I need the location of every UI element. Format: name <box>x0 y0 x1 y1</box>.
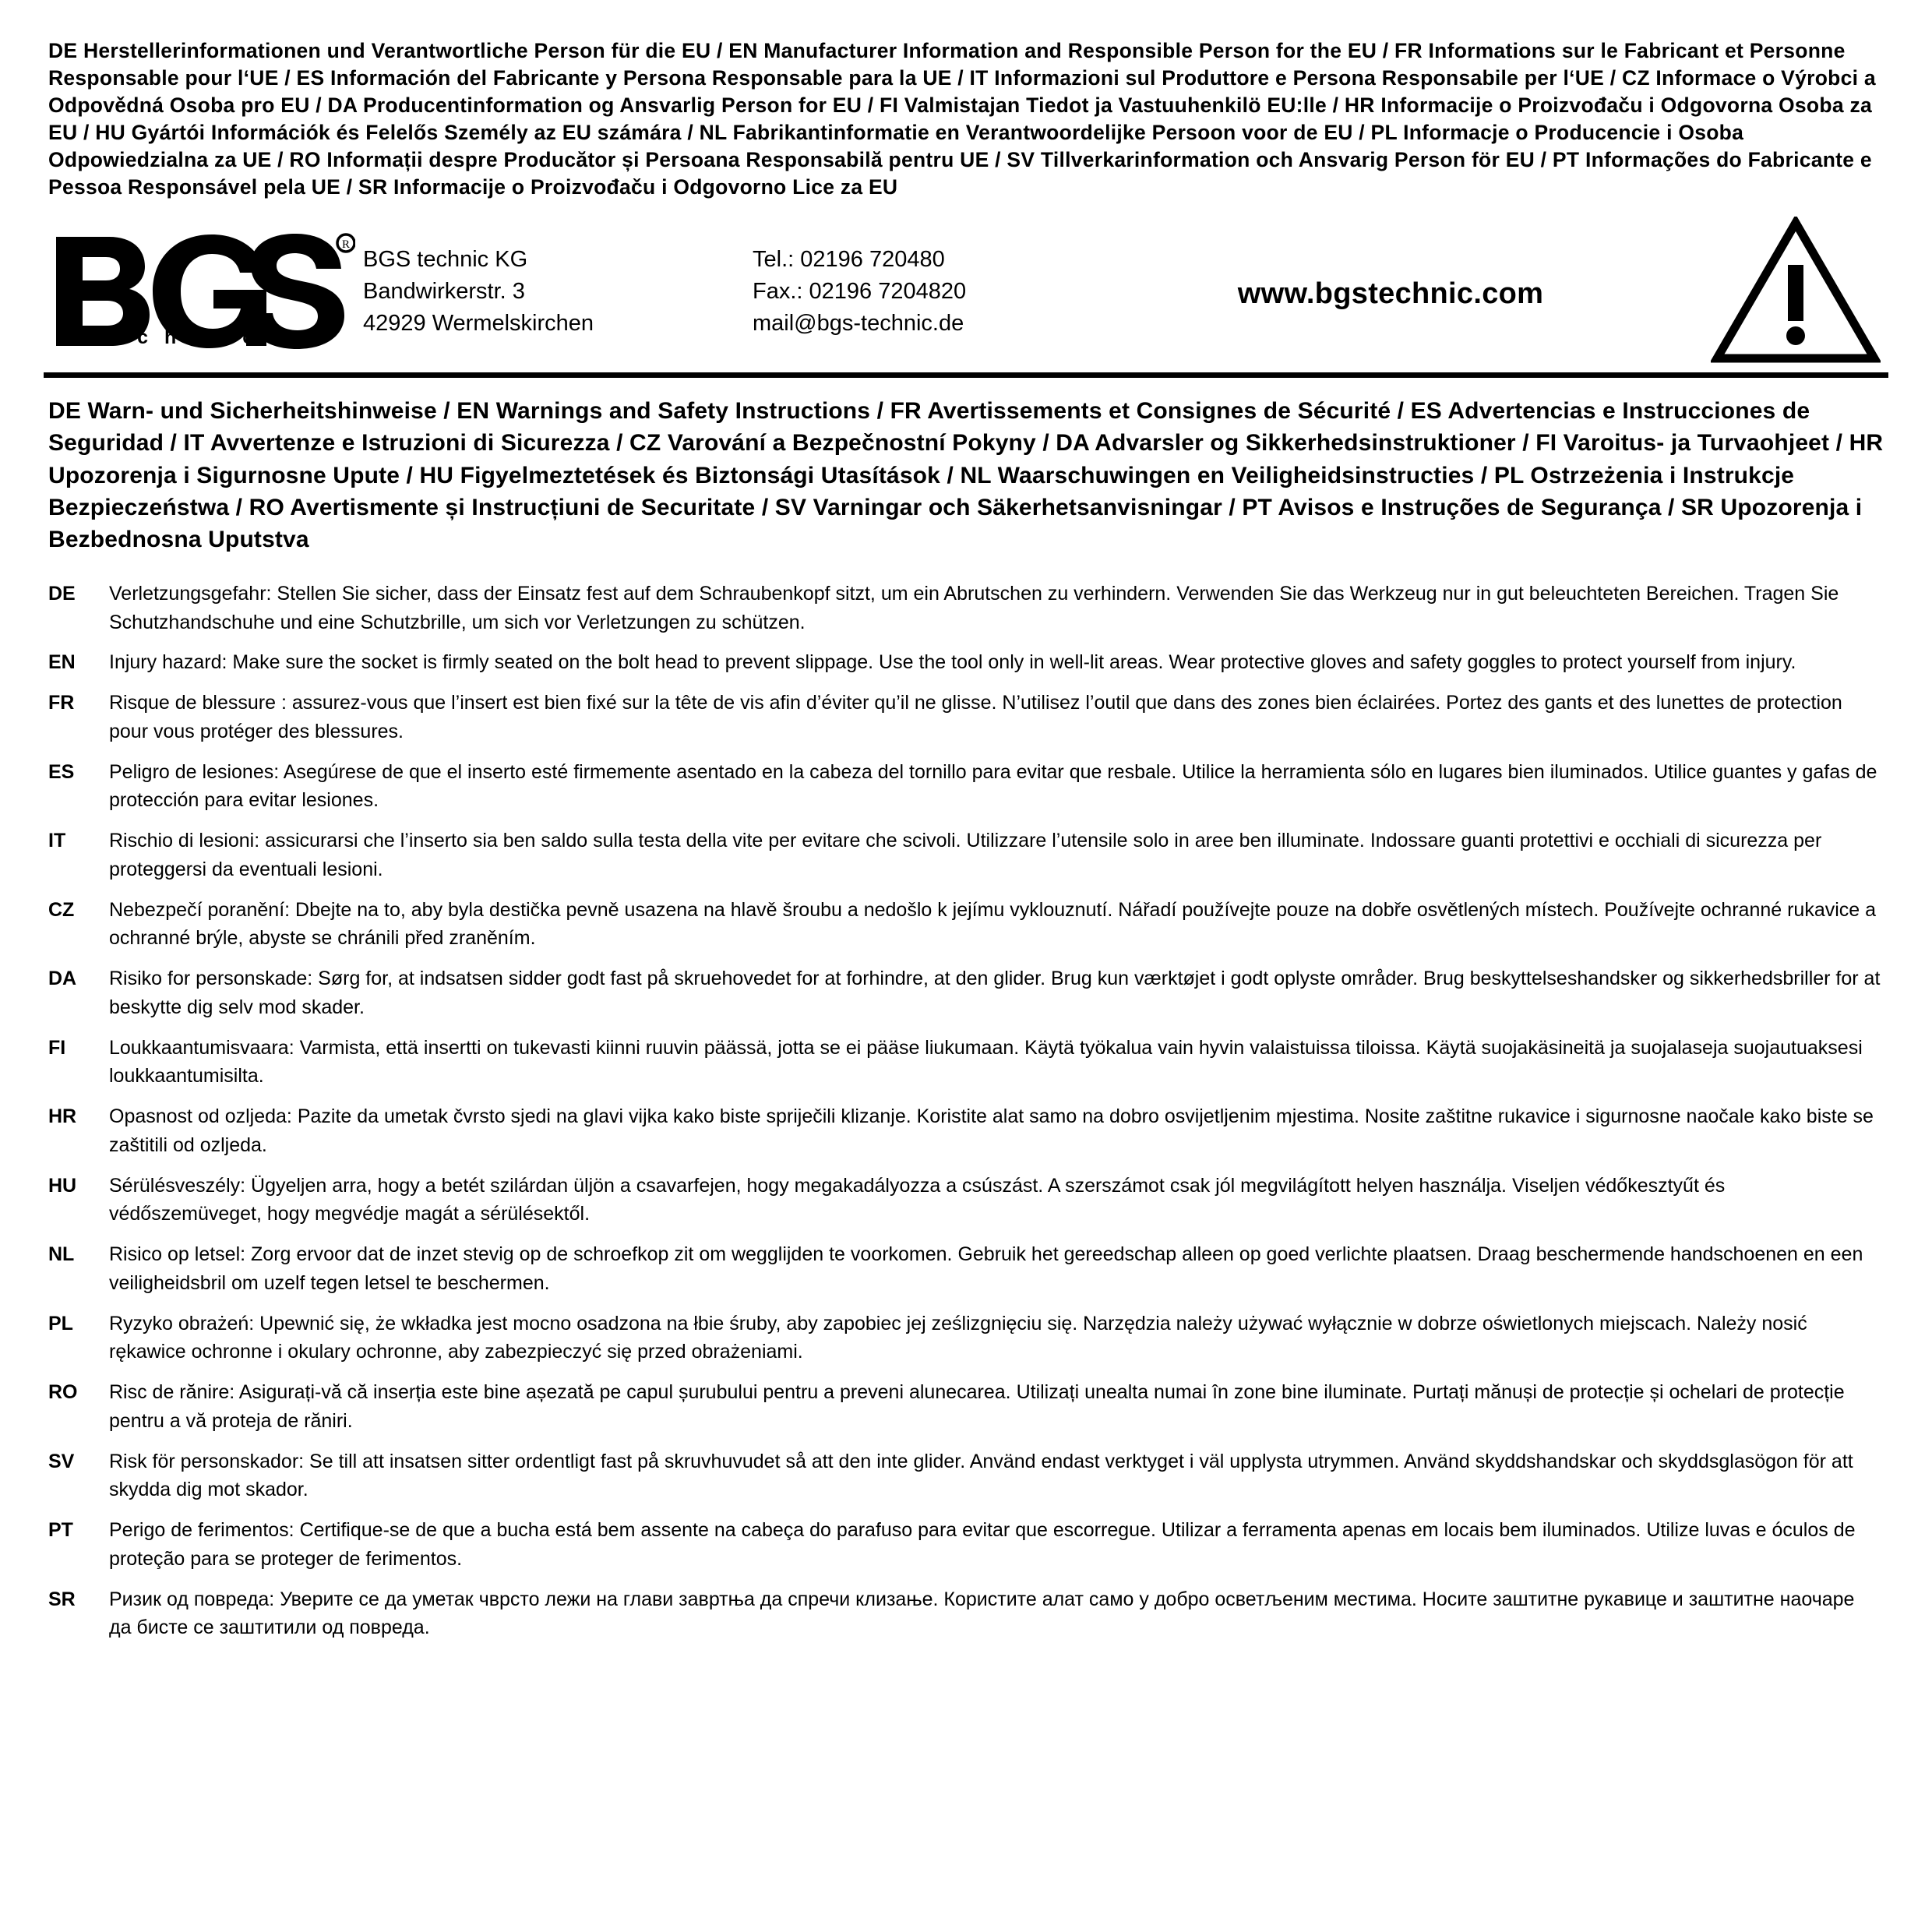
company-tel: Tel.: 02196 720480 <box>753 247 945 273</box>
instruction-text: Risico op letsel: Zorg ervoor dat de inzet stevig op de schroefkop zit om wegglijden te voorkomen. Gebruik het gereedschap alleen op goed verlichte plaatsen. Draag beschermende handschoenen en een veiligheidsbril om uzelf tegen letsel te beschermen. <box>109 1243 1863 1294</box>
instruction-row-da <box>48 964 1884 1022</box>
instruction-text: Verletzungsgefahr: Stellen Sie sicher, dass der Einsatz fest auf dem Schraubenkopf sitzt, um ein Abrutschen zu verhindern. Verwenden Sie das Werkzeug nur in gut beleuchteten Bereichen. Tragen Sie Schutzhandschuhe und eine Schutzbrille, um sich vor Verletzungen zu schützen. <box>109 582 1839 633</box>
instruction-row-fr <box>48 689 1884 746</box>
language-code: CZ <box>48 898 75 921</box>
instruction-text: Risiko for personskade: Sørg for, at indsatsen sidder godt fast på skruehovedet for at forhindre, at den glider. Brug kun værktøjet i godt oplyste områder. Brug beskyttelseshandsker og sikkerhedsbriller for at beskytte dig selv mod skader. <box>109 968 1881 1018</box>
language-code: RO <box>48 1381 78 1404</box>
instruction-row-hr <box>48 1102 1884 1160</box>
language-code: PT <box>48 1519 73 1542</box>
company-email: mail@bgs-technic.de <box>753 311 964 337</box>
svg-text:t e c h n i c: t e c h n i c <box>87 326 259 348</box>
instruction-row-hu <box>48 1172 1884 1229</box>
language-code: SR <box>48 1588 76 1610</box>
language-code: NL <box>48 1243 75 1266</box>
instruction-text: Rischio di lesioni: assicurarsi che l’inserto sia ben saldo sulla testa della vite per evitare che scivoli. Utilizzare l’utensile solo in aree ben illuminate. Indossare guanti protettivi e occhiali di sicurezza per proteggersi da eventuali lesioni. <box>109 830 1822 880</box>
language-code: ES <box>48 760 75 783</box>
warning-triangle-icon <box>1694 217 1884 365</box>
company-info-band <box>44 206 1888 378</box>
instruction-text: Injury hazard: Make sure the socket is firmly seated on the bolt head to prevent slippage. Use the tool only in well-lit areas. Wear protective gloves and safety goggles to protect yourself from injury. <box>109 651 1796 674</box>
language-code: DA <box>48 968 77 990</box>
manufacturer-info-heading: DE Herstellerinformationen und Verantwortliche Person für die EU / EN Manufacturer Information and Responsible Person for the EU / FR Informations sur le Fabricant et Personne Responsable pour l‘UE / ES Información del Fabricante y Persona Responsable para la UE / IT Informazioni sul Produttore e Persona Responsabile per l‘UE / CZ Informace o Výrobci a Odpovědná Osoba pro EU / DA Producentinformation og Ansvarlig Person for EU / FI Valmistajan Tiedot ja Vastuuhenkilö EU:lle / HR Informacije o Proizvođaču i Odgovorna Osoba za EU / HU Gyártói Információk és Felelős Személy az EU számára / NL Fabrikantinformatie en Verantwoordelijke Persoon voor de EU / PL Informacje o Producencie i Osoba Odpowiedzialna za UE / RO Informații despre Producător și Persoana Responsabilă pentru UE / SV Tillverkarinformation och Ansvarig Person för EU / PT Informações do Fabricante e Pessoa Responsável pela UE / SR Informacije o Proizvođaču i Odgovorno Lice za EU <box>48 39 1876 199</box>
instruction-text: Ryzyko obrażeń: Upewnić się, że wkładka jest mocno osadzona na łbie śruby, aby zapobiec jej ześlizgnięciu się. Narzędzia należy używać wyłącznie w dobrze oświetlonych miejscach. Należy nosić rękawice ochronne i okulary ochronne, aby zabezpieczyć się przed obrażeniami. <box>109 1312 1807 1363</box>
language-code: HR <box>48 1105 77 1128</box>
company-name: BGS technic KG <box>363 247 528 273</box>
instruction-row-fi <box>48 1034 1884 1091</box>
company-street: Bandwirkerstr. 3 <box>363 279 525 305</box>
language-code: EN <box>48 651 76 674</box>
instruction-text: Loukkaantumisvaara: Varmista, että insertti on tukevasti kiinni ruuvin päässä, jotta se ei pääse liukumaan. Käytä työkalua vain hyvin valaistuissa tiloissa. Käytä suojakäsineitä ja suojalaseja suojautuaksesi loukkaantumisilta. <box>109 1036 1863 1088</box>
instruction-text: Risc de rănire: Asigurați-vă că inserția este bine așezată pe capul șurubului pentru a preveni alunecarea. Utilizați unealta numai în zone bine iluminate. Purtați mănuși de protecție și ochelari de protecție pentru a vă proteja de răniri. <box>109 1381 1845 1432</box>
bgs-logo <box>48 232 363 349</box>
instruction-text: Risk för personskador: Se till att insatsen sitter ordentligt fast på skruvhuvudet så att den inte glider. Använd endast verktyget i väl upplysta utrymmen. Använd skyddshandskar och skyddsglasögon för att skydda dig mot skador. <box>109 1450 1853 1501</box>
instruction-row-de <box>48 580 1884 637</box>
instruction-text: Peligro de lesiones: Asegúrese de que el inserto esté firmemente asentado en la cabeza del tornillo para evitar que resbale. Utilice la herramienta sólo en lugares bien iluminados. Utilice guantes y gafas de protección para evitar lesiones. <box>109 760 1877 812</box>
language-code: DE <box>48 582 76 605</box>
language-code: SV <box>48 1450 75 1472</box>
instruction-text: Ризик од повреда: Уверите се да уметак чврсто лежи на глави завртња да спречи клизање. Користите алат само у добро осветљеним местима. Носите заштитне рукавице и заштитне наочаре да бисте се заштитили од повреда. <box>109 1588 1855 1639</box>
company-fax: Fax.: 02196 7204820 <box>753 279 967 305</box>
instruction-row-pt <box>48 1516 1884 1574</box>
instruction-row-cz <box>48 896 1884 954</box>
instruction-row-sr <box>48 1585 1884 1643</box>
language-code: IT <box>48 830 66 852</box>
svg-text:R: R <box>341 238 351 251</box>
instruction-row-en <box>48 648 1884 677</box>
language-code: FR <box>48 692 75 714</box>
instruction-text: Sérülésveszély: Ügyeljen arra, hogy a betét szilárdan üljön a csavarfejen, hogy megakadályozza a csúszást. A szerszámot csak jól megvilágított helyen használja. Viseljen védőkesztyűt és védőszemüveget, hogy megvédje magát a sérülésektől. <box>109 1174 1726 1225</box>
language-code: HU <box>48 1174 77 1197</box>
instruction-row-es <box>48 758 1884 816</box>
company-website: www.bgstechnic.com <box>1237 277 1544 311</box>
instructions-list <box>48 580 1884 1642</box>
instruction-row-ro <box>48 1378 1884 1436</box>
language-code: PL <box>48 1312 73 1334</box>
instruction-text: Opasnost od ozljeda: Pazite da umetak čvrsto sjedi na glavi vijka kako biste spriječili klizanje. Koristite alat samo na dobro osvijetljenim mjestima. Nosite zaštitne rukavice i sigurnosne naočale kako biste se zaštitili od ozljeda. <box>109 1105 1874 1156</box>
instruction-text: Nebezpečí poranění: Dbejte na to, aby byla destička pevně usazena na hlavě šroubu a nedošlo k jejímu vyklouznutí. Nářadí používejte pouze na dobře osvětlených místech. Používejte ochranné rukavice a ochranné brýle, abyste se chránili před zraněním. <box>109 898 1877 950</box>
company-city: 42929 Wermelskirchen <box>363 311 594 337</box>
instruction-row-it <box>48 827 1884 884</box>
safety-instructions-heading: DE Warn- und Sicherheitshinweise / EN Warnings and Safety Instructions / FR Avertissements et Consignes de Sécurité / ES Advertencias e Instrucciones de Seguridad / IT Avvertenze e Istruzioni di Sicurezza / CZ Varování a Bezpečnostní Pokyny / DA Advarsler og Sikkerhedsinstruktioner / FI Varoitus- ja Turvaohjeet / HR Upozorenja i Sigurnosne Upute / HU Figyelmeztetések és Biztonsági Utasítások / NL Waarschuwingen en Veiligheidsinstructies / PL Ostrzeżenia i Instrukcje Bezpieczeństwa / RO Avertismente și Instrucțiuni de Securitate / SV Varningar och Säkerhetsanvisningar / PT Avisos e Instruções de Segurança / SR Upozorenja i Bezbednosna Uputstva <box>48 397 1884 553</box>
instruction-text: Risque de blessure : assurez-vous que l’insert est bien fixé sur la tête de vis afin d’éviter qu’il ne glisse. N’utilisez l’outil que dans des zones bien éclairées. Portez des gants et des lunettes de protection pour vous protéger des blessures. <box>109 692 1842 742</box>
company-address <box>363 241 753 340</box>
instruction-text: Perigo de ferimentos: Certifique-se de que a bucha está bem assente na cabeça do parafuso para evitar que escorregue. Utilizar a ferramenta apenas em locais bem iluminados. Utilize luvas e óculos de proteção para se proteger de ferimentos. <box>109 1519 1856 1570</box>
language-code: FI <box>48 1036 66 1059</box>
instruction-row-sv <box>48 1447 1884 1505</box>
instruction-row-nl <box>48 1240 1884 1298</box>
instruction-row-pl <box>48 1310 1884 1367</box>
company-contact <box>753 241 1088 340</box>
